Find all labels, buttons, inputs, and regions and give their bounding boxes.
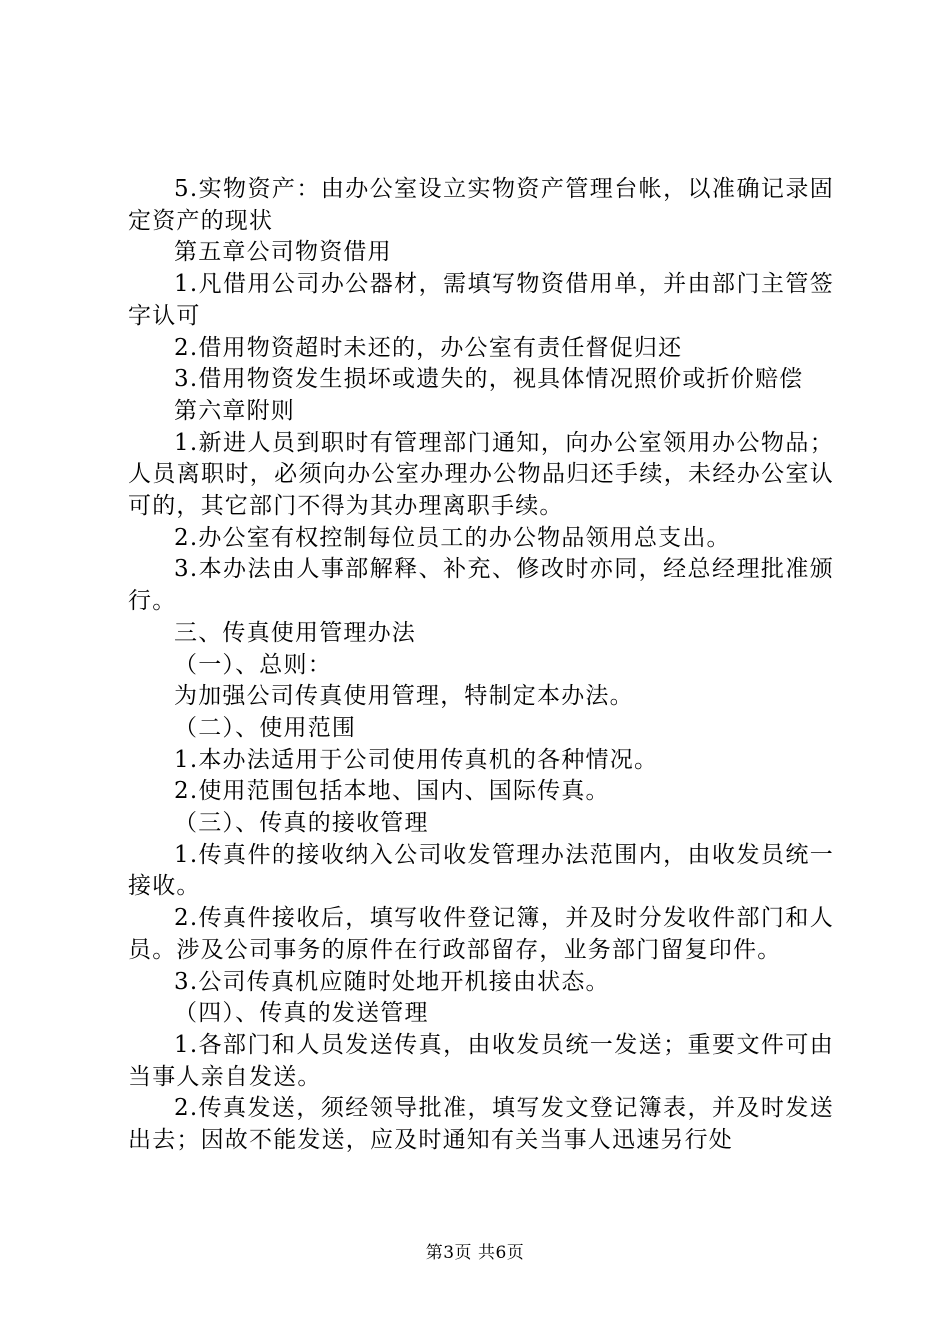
paragraph: 1.各部门和人员发送传真，由收发员统一发送；重要文件可由当事人亲自发送。 xyxy=(128,1031,834,1090)
paragraph: 1.新进人员到职时有管理部门通知，向办公室领用办公物品；人员离职时，必须向办公室办理办公物品归还手续，未经办公室认可的，其它部门不得为其办理离职手续。 xyxy=(128,429,834,520)
section-heading: 三、传真使用管理办法 xyxy=(174,619,416,646)
paragraph: 1.本办法适用于公司使用传真机的各种情况。 xyxy=(174,746,659,773)
document-body xyxy=(128,174,834,1157)
paragraph: 3.借用物资发生损坏或遗失的，视具体情况照价或折价赔偿 xyxy=(174,366,804,393)
chapter-heading: 第六章附则 xyxy=(174,397,295,424)
subsection-heading: （一）、总则： xyxy=(174,651,332,678)
subsection-heading: （二）、使用范围 xyxy=(174,714,357,741)
paragraph: 为加强公司传真使用管理，特制定本办法。 xyxy=(174,683,634,710)
subsection-heading: （四）、传真的发送管理 xyxy=(174,1000,429,1027)
paragraph: 2.传真发送，须经领导批准，填写发文登记簿表，并及时发送出去；因故不能发送，应及时通知有关当事人迅速另行处 xyxy=(128,1095,834,1154)
paragraph: 2.借用物资超时未还的，办公室有责任督促归还 xyxy=(174,334,683,361)
subsection-heading: （三）、传真的接收管理 xyxy=(174,810,429,837)
paragraph: 1.传真件的接收纳入公司收发管理办法范围内，由收发员统一接收。 xyxy=(128,841,834,900)
chapter-heading: 第五章公司物资借用 xyxy=(174,239,392,266)
paragraph: 3.公司传真机应随时处地开机接由状态。 xyxy=(174,968,610,995)
paragraph: 3.本办法由人事部解释、补充、修改时亦同，经总经理批准颁行。 xyxy=(128,556,834,615)
paragraph: 2.使用范围包括本地、国内、国际传真。 xyxy=(174,778,610,805)
paragraph: 5.实物资产：由办公室设立实物资产管理台帐，以准确记录固定资产的现状 xyxy=(128,176,834,234)
paragraph: 1.凡借用公司办公器材，需填写物资借用单，并由部门主管签字认可 xyxy=(128,271,834,329)
page-number-footer: 第3页 共6页 xyxy=(425,1243,525,1263)
paragraph: 2.传真件接收后，填写收件登记簿，并及时分发收件部门和人员。涉及公司事务的原件在行政部留存，业务部门留复印件。 xyxy=(128,905,834,963)
paragraph: 2.办公室有权控制每位员工的办公物品领用总支出。 xyxy=(174,524,731,551)
